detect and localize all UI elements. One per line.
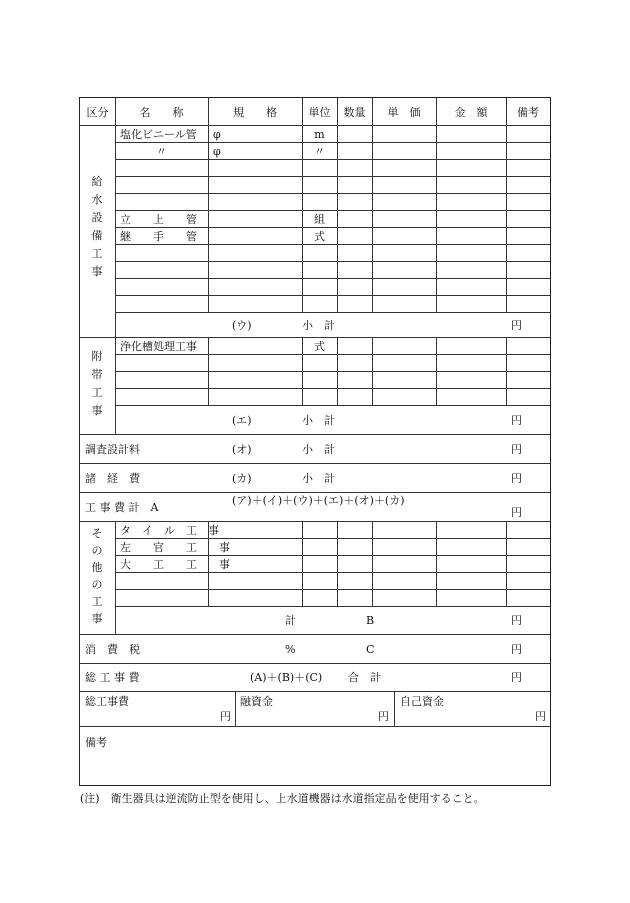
kyusui-row3-unit: 組 [314, 213, 325, 226]
row-line [115, 244, 550, 245]
kyusui-subtotal-label: 小 計 [302, 319, 335, 332]
section-line [80, 337, 550, 338]
col-line [337, 521, 338, 606]
kyusui-row2-spec: φ [213, 145, 221, 158]
row-line [115, 354, 550, 355]
kojihi-formula: (ア)＋(イ)＋(ウ)＋(エ)＋(オ)＋(カ) [232, 494, 405, 507]
row-line [115, 388, 550, 389]
biko-label: 備考 [85, 736, 107, 749]
section-line [80, 492, 550, 493]
futai-row1-unit: 式 [314, 340, 325, 353]
col-line [506, 337, 507, 405]
section-line [80, 434, 550, 435]
header-name: 名 称 [139, 106, 184, 119]
total-formula: (A)＋(B)＋(C) [250, 671, 323, 684]
futai-label: 附帯工事 [91, 350, 103, 417]
kyusui-row1-spec: φ [213, 128, 221, 141]
kyusui-row3-name: 立 上 管 [120, 213, 197, 226]
chosa-label: 調査設計料 [85, 443, 140, 456]
row-line [115, 589, 550, 590]
col-line [436, 337, 437, 405]
chosa-mark: (オ) [232, 443, 252, 456]
shokeihi-yen: 円 [511, 472, 522, 485]
tax-mark: C [366, 643, 375, 656]
shokeihi-sub: 小 計 [302, 472, 335, 485]
sonota-row3: 大 工 工 事 [120, 558, 230, 571]
funding-total-yen: 円 [220, 710, 231, 723]
col-line [372, 521, 373, 606]
kyusui-row2-name: 〃 [156, 145, 167, 158]
row-line [115, 538, 550, 539]
estimate-form-table [79, 97, 551, 786]
kyusui-row1-name: 塩化ビニール管 [120, 128, 197, 141]
futai-row1-name: 浄化槽処理工事 [120, 340, 197, 353]
section-line [80, 691, 550, 692]
col-line [436, 521, 437, 606]
funding-own-label: 自己資金 [400, 695, 444, 708]
kyusui-label: 給水設備工事 [91, 175, 103, 278]
col-line [208, 125, 209, 312]
shokeihi-mark: (カ) [232, 472, 252, 485]
col-line [436, 125, 437, 312]
header-divider [80, 125, 550, 126]
col-line [302, 521, 303, 606]
kyusui-row4-unit: 式 [314, 230, 325, 243]
sonota-total-mark: B [366, 614, 375, 627]
sonota-total-label: 計 [285, 614, 296, 627]
col-line [115, 521, 116, 634]
footnote: (注) 衛生器具は逆流防止型を使用し、上水道機器は水道指定品を使用すること。 [80, 792, 485, 805]
header-remarks: 備考 [517, 106, 539, 119]
row-line [115, 193, 550, 194]
tax-label: 消 費 税 [85, 643, 140, 656]
col-line [372, 337, 373, 405]
chosa-sub: 小 計 [302, 443, 335, 456]
row-line [115, 371, 550, 372]
funding-loan-label: 融資金 [240, 695, 273, 708]
header-unit: 単位 [308, 106, 331, 119]
row-line [115, 555, 550, 556]
col-line [115, 337, 116, 434]
futai-subtotal-label: 小 計 [302, 414, 335, 427]
col-line [394, 691, 395, 726]
funding-own-yen: 円 [535, 710, 546, 723]
row-line [115, 261, 550, 262]
row-line [115, 227, 550, 228]
col-line [235, 691, 236, 726]
kyusui-row2-unit: 〃 [314, 145, 325, 158]
section-line [80, 634, 550, 635]
row-line [115, 278, 550, 279]
total-label: 総 工 事 費 [85, 671, 140, 684]
row-line [115, 159, 550, 160]
header-spec: 規 格 [233, 106, 277, 119]
header-amount: 金 額 [454, 106, 488, 119]
col-line [337, 337, 338, 405]
chosa-yen: 円 [511, 443, 522, 456]
section-line [80, 726, 550, 727]
kyusui-subtotal-mark: (ウ) [232, 319, 252, 332]
header-kubun: 区分 [86, 106, 109, 119]
section-line [80, 663, 550, 664]
section-line [80, 463, 550, 464]
row-line [115, 606, 550, 607]
header-price: 単 価 [387, 106, 421, 119]
funding-loan-yen: 円 [378, 710, 389, 723]
col-line [506, 521, 507, 606]
sonota-row2: 左 官 工 事 [120, 541, 230, 554]
futai-subtotal-mark: (エ) [232, 414, 252, 427]
row-line [115, 405, 550, 406]
col-line [337, 125, 338, 312]
kojihi-yen: 円 [511, 506, 522, 519]
sonota-yen: 円 [511, 614, 522, 627]
sonota-label: その他の工事 [91, 527, 103, 625]
shokeihi-label: 諸 経 費 [85, 472, 140, 485]
kyusui-yen: 円 [511, 319, 522, 332]
row-line [115, 210, 550, 211]
row-line [115, 142, 550, 143]
tax-percent: % [285, 643, 296, 656]
col-line [208, 337, 209, 405]
row-line [115, 295, 550, 296]
kyusui-row1-unit: m [314, 128, 325, 141]
tax-yen: 円 [511, 643, 522, 656]
total-yen: 円 [511, 671, 522, 684]
col-line [506, 125, 507, 312]
futai-yen: 円 [511, 414, 522, 427]
col-line [372, 125, 373, 312]
total-sum: 合 計 [348, 671, 381, 684]
sonota-row1: タ イ ル 工 事 [120, 524, 219, 537]
header-qty: 数量 [343, 106, 366, 119]
row-line [115, 312, 550, 313]
funding-total-label: 総工事費 [85, 695, 129, 708]
section-line [80, 521, 550, 522]
row-line [115, 572, 550, 573]
kojihi-label: 工 事 費 計 A [85, 501, 159, 514]
row-line [115, 176, 550, 177]
kyusui-row4-name: 継 手 管 [120, 230, 197, 243]
